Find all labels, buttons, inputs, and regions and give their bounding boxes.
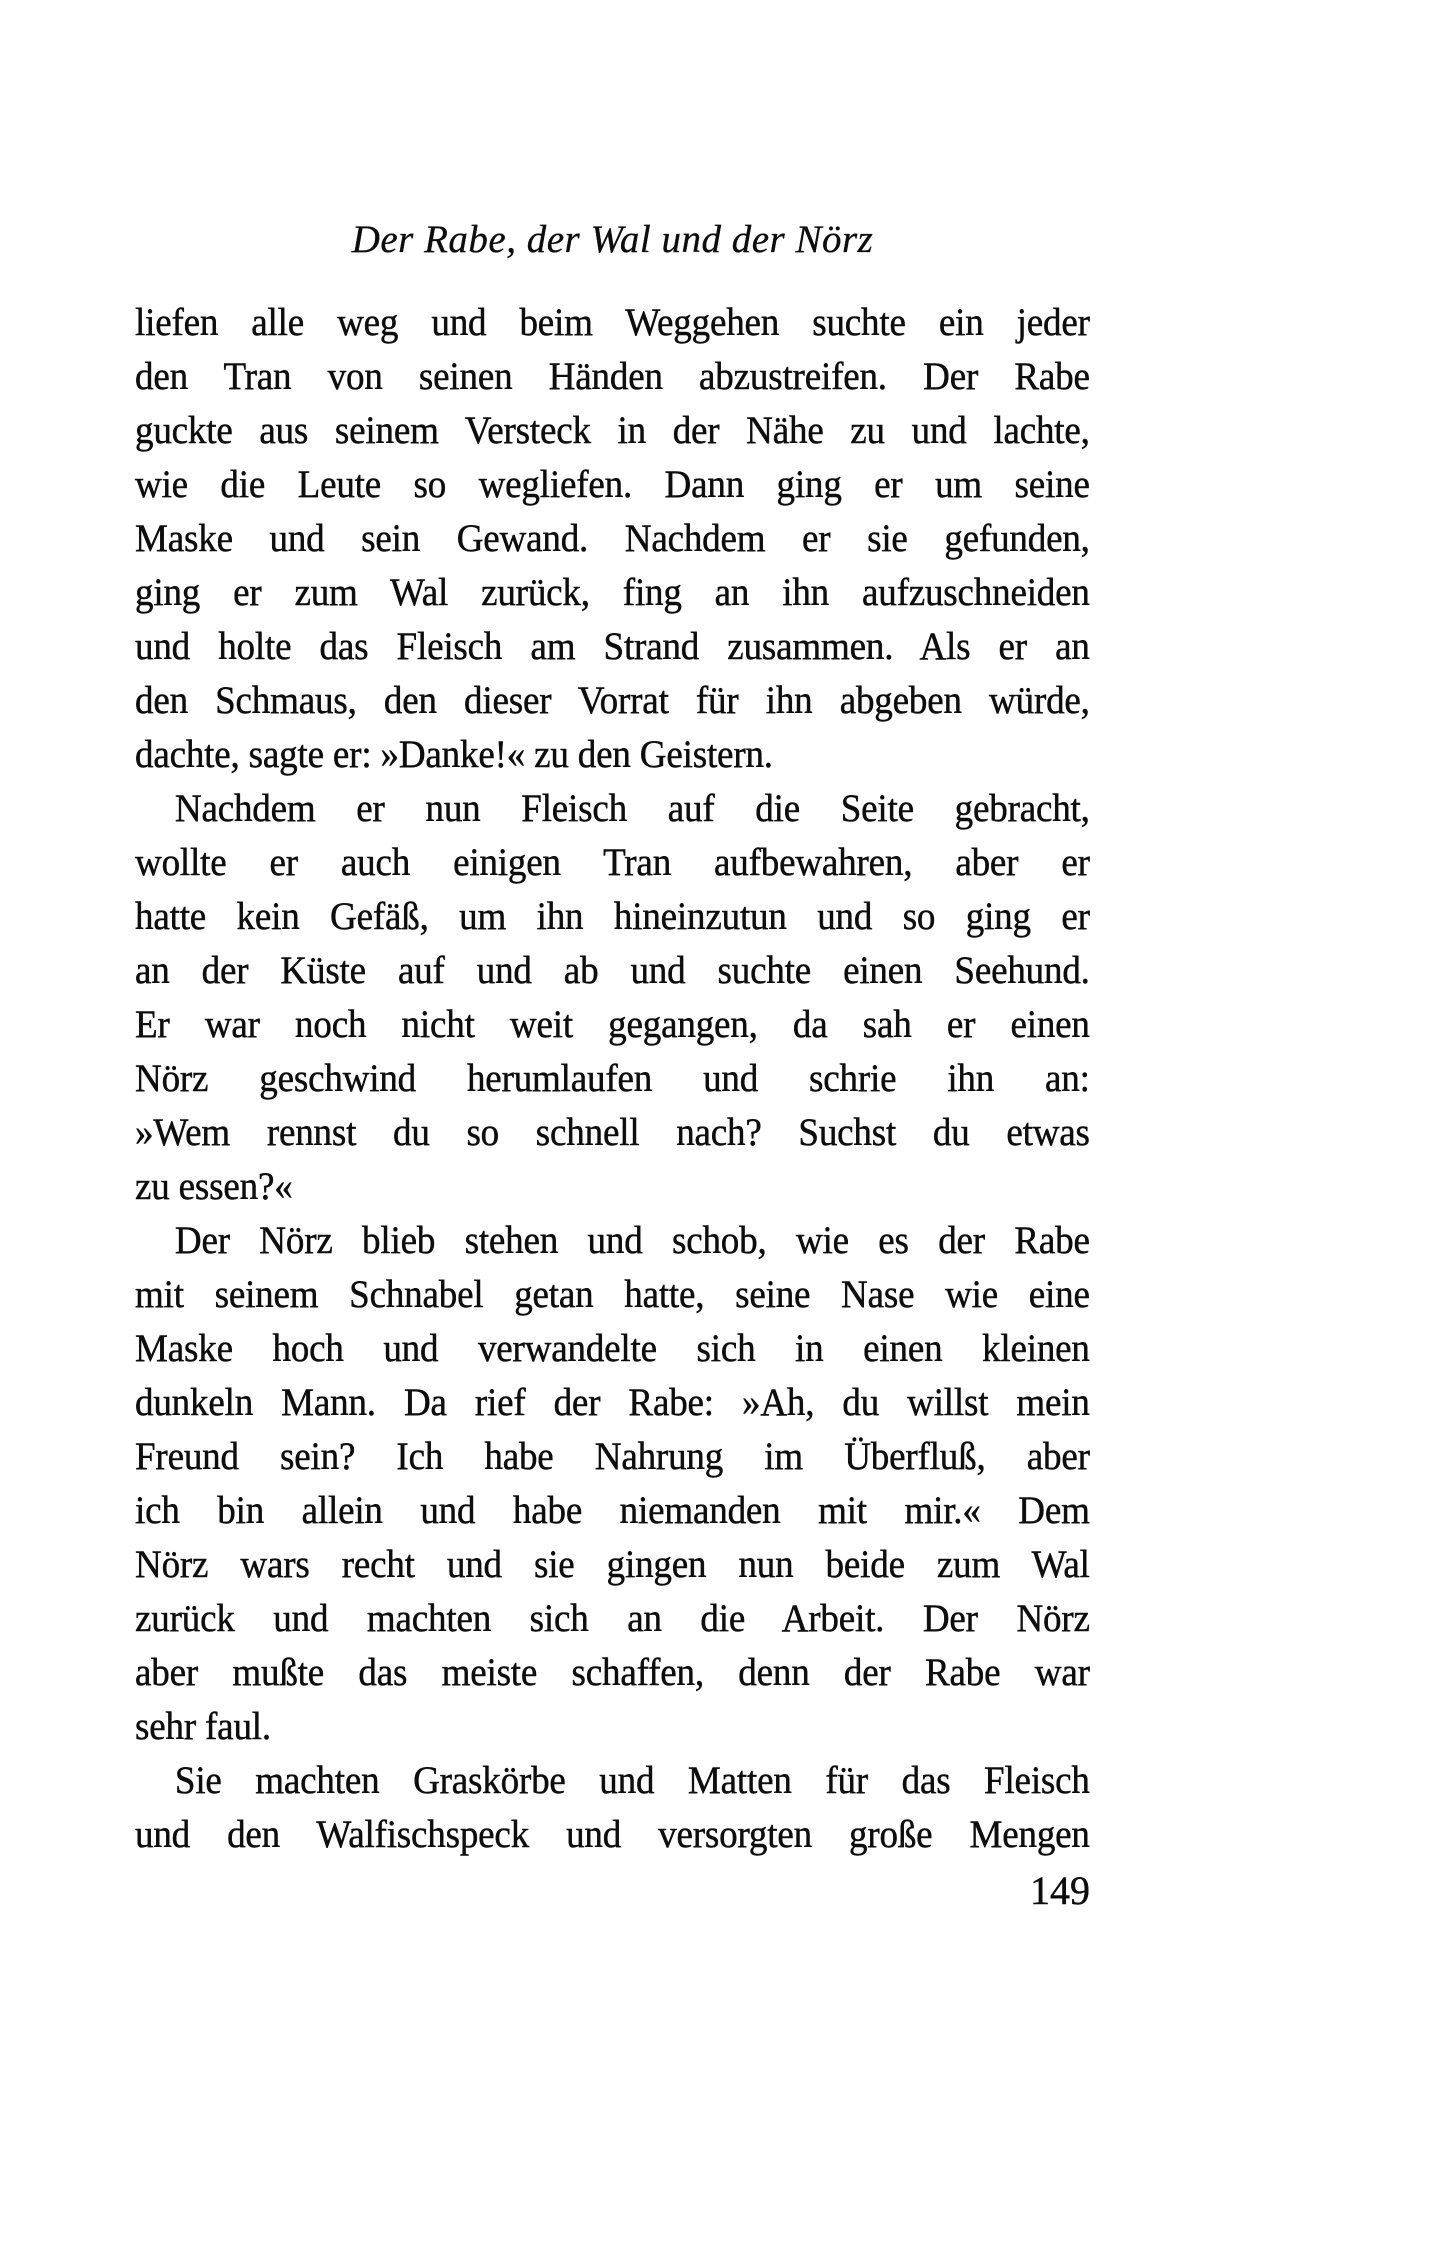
text-line: Maske hoch und verwandelte sich in einen kleinen bbox=[135, 1327, 1090, 1370]
text-line: liefen alle weg und beim Weggehen suchte ein jeder bbox=[135, 301, 1090, 344]
text-line: dunkeln Mann. Da rief der Rabe: »Ah, du willst mein bbox=[135, 1381, 1090, 1424]
body-text-block bbox=[135, 296, 1090, 1862]
text-line: an der Küste auf und ab und suchte einen Seehund. bbox=[135, 949, 1090, 992]
page-number: 149 bbox=[1030, 1868, 1090, 1913]
text-line: wie die Leute so wegliefen. Dann ging er um seine bbox=[135, 463, 1090, 506]
text-line: Sie machten Graskörbe und Matten für das Fleisch bbox=[174, 1759, 1090, 1802]
text-line: sehr faul. bbox=[135, 1705, 271, 1748]
text-line: und den Walfischspeck und versorgten große Mengen bbox=[135, 1813, 1090, 1856]
text-line: Nörz wars recht und sie gingen nun beide zum Wal bbox=[135, 1543, 1090, 1586]
text-line: dachte, sagte er: »Danke!« zu den Geistern. bbox=[135, 733, 773, 776]
text-line: aber mußte das meiste schaffen, denn der Rabe war bbox=[135, 1651, 1090, 1694]
text-line: ich bin allein und habe niemanden mit mir.« Dem bbox=[135, 1489, 1090, 1532]
text-line: Freund sein? Ich habe Nahrung im Überfluß, aber bbox=[135, 1435, 1090, 1478]
text-line: Nachdem er nun Fleisch auf die Seite gebracht, bbox=[174, 787, 1090, 830]
text-line: den Schmaus, den dieser Vorrat für ihn abgeben würde, bbox=[135, 679, 1090, 722]
text-line: zu essen?« bbox=[135, 1165, 293, 1208]
text-line: ging er zum Wal zurück, fing an ihn aufzuschneiden bbox=[135, 571, 1090, 614]
text-line: mit seinem Schnabel getan hatte, seine Nase wie eine bbox=[135, 1273, 1090, 1316]
text-line: hatte kein Gefäß, um ihn hineinzutun und so ging er bbox=[135, 895, 1090, 938]
text-line: Nörz geschwind herumlaufen und schrie ihn an: bbox=[135, 1057, 1090, 1100]
running-head-title: Der Rabe, der Wal und der Nörz bbox=[351, 218, 874, 261]
text-line: zurück und machten sich an die Arbeit. Der Nörz bbox=[135, 1597, 1090, 1640]
text-line: Maske und sein Gewand. Nachdem er sie gefunden, bbox=[135, 517, 1090, 560]
text-line: Der Nörz blieb stehen und schob, wie es der Rabe bbox=[174, 1219, 1090, 1262]
text-line: und holte das Fleisch am Strand zusammen. Als er an bbox=[135, 625, 1090, 668]
text-line: Er war noch nicht weit gegangen, da sah er einen bbox=[135, 1003, 1090, 1046]
text-line: guckte aus seinem Versteck in der Nähe zu und lachte, bbox=[135, 409, 1090, 452]
text-line: wollte er auch einigen Tran aufbewahren, aber er bbox=[135, 841, 1090, 884]
text-line: den Tran von seinen Händen abzustreifen. Der Rabe bbox=[135, 355, 1090, 398]
text-line: »Wem rennst du so schnell nach? Suchst du etwas bbox=[135, 1111, 1090, 1154]
